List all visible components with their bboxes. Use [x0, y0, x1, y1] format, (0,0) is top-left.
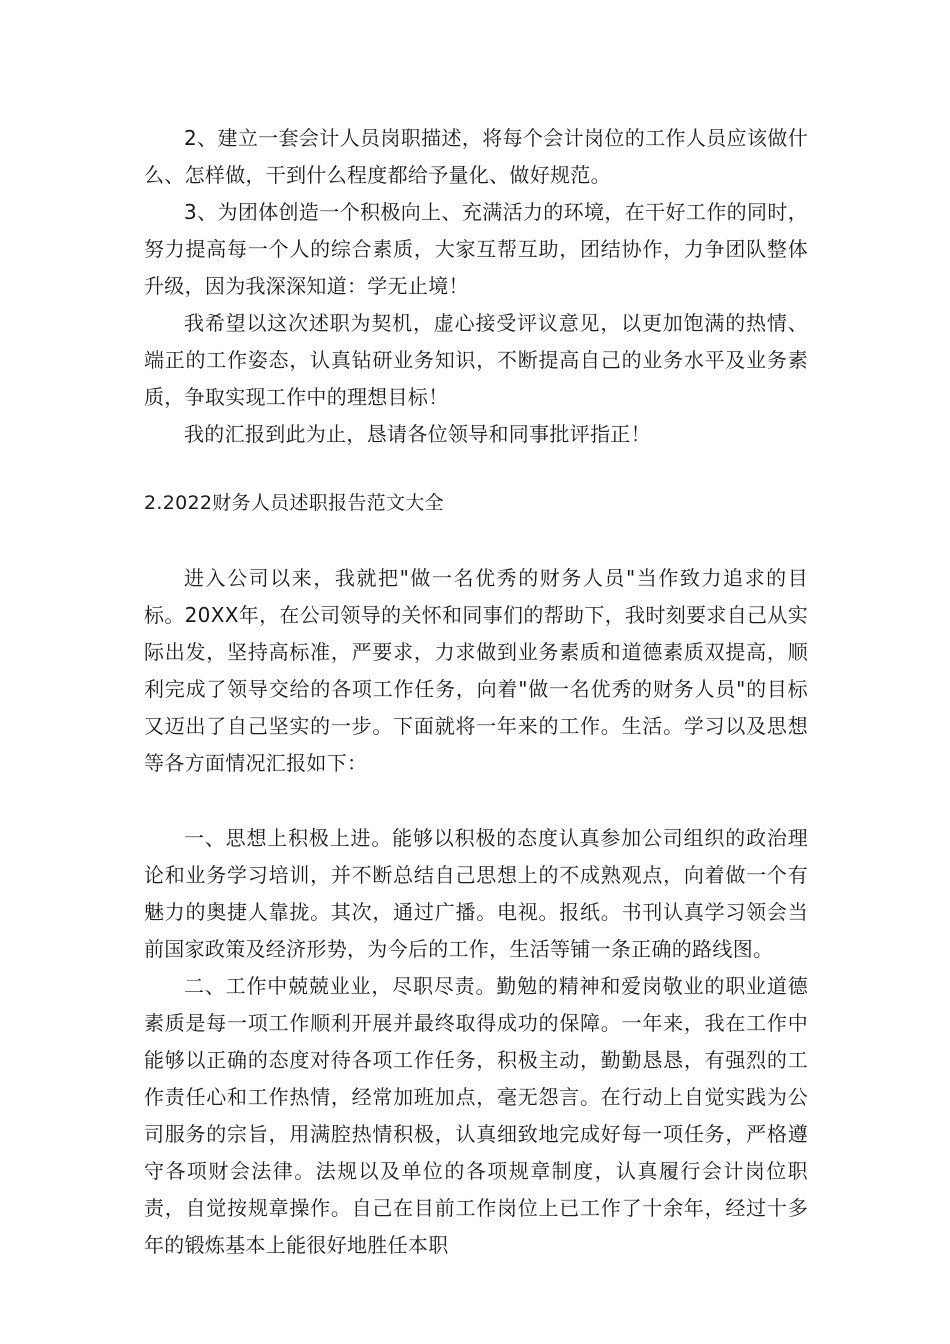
paragraph-hope: 我希望以这次述职为契机，虚心接受评议意见，以更加饱满的热情、端正的工作姿态，认真钻研业务知识，不断提高自己的业务水平及业务素质，争取实现工作中的理想目标！	[144, 311, 808, 409]
paragraph-item-2: 2、建立一套会计人员岗职描述，将每个会计岗位的工作人员应该做什么、怎样做，干到什么程度都给予量化、做好规范。	[144, 126, 808, 187]
paragraph-closing: 我的汇报到此为止，恳请各位领导和同事批评指正！	[184, 422, 651, 446]
paragraph-intro: 进入公司以来，我就把"做一名优秀的财务人员"当作致力追求的目标。20XX年，在公司领导的关怀和同事们的帮助下，我时刻要求自己从实际出发，坚持高标准，严要求，力求做到业务素质和道德素质双提高，顺利完成了领导交给的各项工作任务，向着"做一名优秀的财务人员"的目标又迈出了自己坚实的一步。下面就将一年来的工作。生活。学习以及思想等各方面情况汇报如下：	[144, 566, 808, 775]
spacer	[144, 453, 808, 485]
paragraph-point-two: 二、工作中兢兢业业，尽职尽责。勤勉的精神和爱岗敬业的职业道德素质是每一项工作顺利开展并最终取得成功的保障。一年来，我在工作中能够以正确的态度对待各项工作任务，积极主动，勤勤恳恳，有强烈的工作责任心和工作热情，经常加班加点，毫无怨言。在行动上自觉实践为公司服务的宗旨，用满腔热情积极，认真细致地完成好每一项任务，严格遵守各项财会法律。法规以及单位的各项规章制度，认真履行会计岗位职责，自觉按规章操作。自己在目前工作岗位上已工作了十余年，经过十多年的锻炼基本上能很好地胜任本职	[144, 974, 808, 1257]
paragraph-item-3: 3、为团体创造一个积极向上、充满活力的环境，在干好工作的同时，努力提高每一个人的综合素质，大家互帮互助，团结协作，力争团队整体升级，因为我深深知道：学无止境！	[144, 200, 808, 298]
spacer	[144, 522, 808, 560]
document-body	[144, 120, 808, 1264]
paragraph-point-one: 一、思想上积极上进。能够以积极的态度认真参加公司组织的政治理论和业务学习培训，并不断总结自己思想上的不成熟观点，向着做一个有魅力的奥捷人靠拢。其次，通过广播。电视。报纸。书刊认真学习领会当前国家政策及经济形势，为今后的工作，生活等铺一条正确的路线图。	[144, 826, 808, 961]
spacer	[144, 782, 808, 820]
section-title: 2.2022财务人员述职报告范文大全	[144, 492, 444, 514]
